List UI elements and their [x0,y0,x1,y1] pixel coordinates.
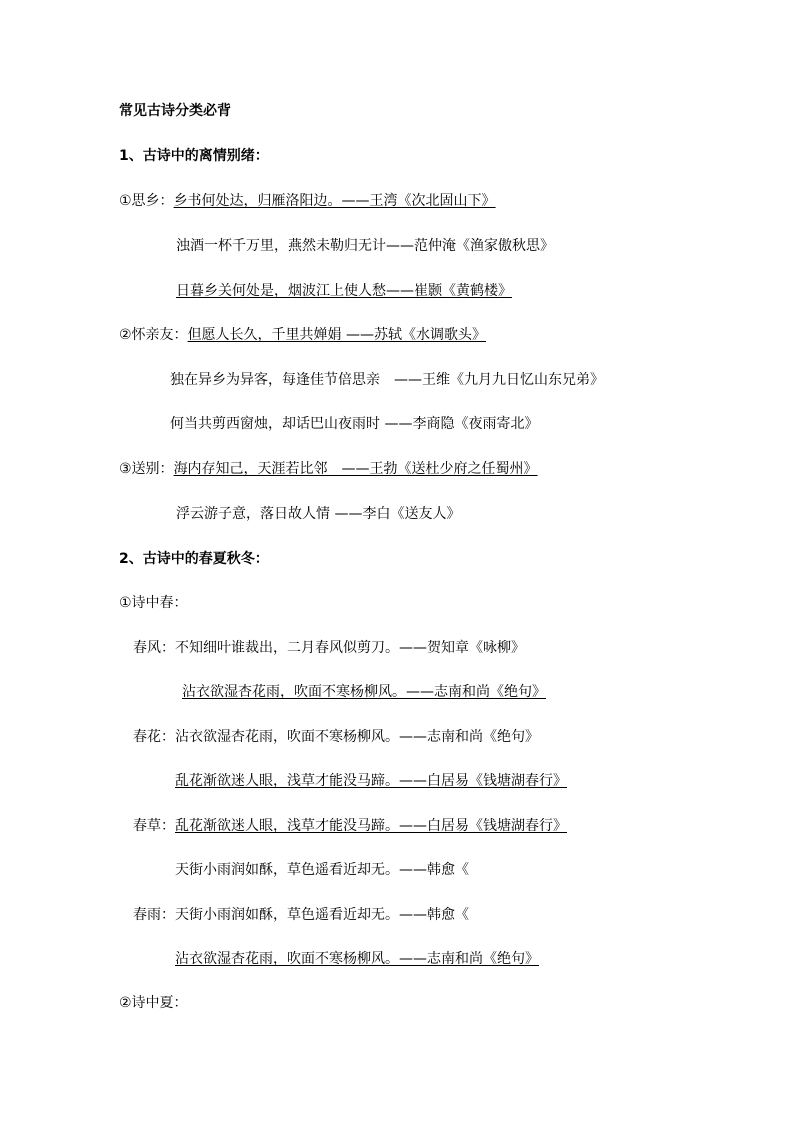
spring-flower-row [133,728,539,746]
section-1-heading: 1、古诗中的离情别绪： [119,148,269,164]
document-title: 常见古诗分类必背 [119,103,231,119]
missing-friends-label: ②怀亲友： [119,327,188,343]
farewell-label: ③送别： [119,461,174,477]
poem-line: 海内存知己，天涯若比邻 ——王勃《送杜少府之任蜀州》 [173,461,538,477]
homesick-row [119,192,496,210]
poem-line: 沾衣欲湿杏花雨，吹面不寒杨柳风。——志南和尚《绝句》 [182,684,546,700]
poem-line: 日暮乡关何处是，烟波江上使人愁——崔颢《黄鹤楼》 [176,283,512,299]
poem-line: 不知细叶谁裁出，二月春风似剪刀。——贺知章《咏柳》 [175,640,525,656]
spring-flower-label: 春花： [133,729,175,745]
poem-line: 浊酒一杯千万里，燕然未勒归无计——范仲淹《渔家傲秋思》 [176,238,554,254]
spring-wind-row [133,639,525,657]
farewell-row [119,460,538,478]
poem-line: 乡书何处达，归雁洛阳边。——王湾《次北固山下》 [173,193,496,209]
poem-line: 独在异乡为异客，每逢佳节倍思亲 ——王维《九月九日忆山东兄弟》 [170,372,604,388]
summer-poems-label: ②诗中夏： [119,995,188,1011]
section-2-heading: 2、古诗中的春夏秋冬： [119,551,269,567]
spring-rain-row [133,906,469,924]
poem-line: 天街小雨润如酥，草色遥看近却无。——韩愈《 [175,907,469,923]
spring-grass-row [133,817,567,835]
poem-line: 沾衣欲湿杏花雨，吹面不寒杨柳风。——志南和尚《绝句》 [175,729,539,745]
poem-line: 浮云游子意，落日故人情 ——李白《送友人》 [176,506,461,522]
missing-friends-row [119,326,486,344]
homesick-label: ①思乡： [119,193,174,209]
spring-rain-label: 春雨： [133,907,175,923]
poem-line: 但愿人长久，千里共婵娟 ——苏轼《水调歌头》 [187,327,487,343]
spring-wind-label: 春风： [133,640,175,656]
poem-line: 沾衣欲湿杏花雨，吹面不寒杨柳风。——志南和尚《绝句》 [175,951,539,967]
poem-line: 何当共剪西窗烛，却话巴山夜雨时 ——李商隐《夜雨寄北》 [170,416,539,432]
spring-poems-label: ①诗中春： [119,595,188,611]
poem-line: 乱花渐欲迷人眼，浅草才能没马蹄。——白居易《钱塘湖春行》 [175,773,567,789]
poem-line: 乱花渐欲迷人眼，浅草才能没马蹄。——白居易《钱塘湖春行》 [175,818,567,834]
poem-line: 天街小雨润如酥，草色遥看近却无。——韩愈《 [175,862,469,878]
spring-grass-label: 春草： [133,818,175,834]
